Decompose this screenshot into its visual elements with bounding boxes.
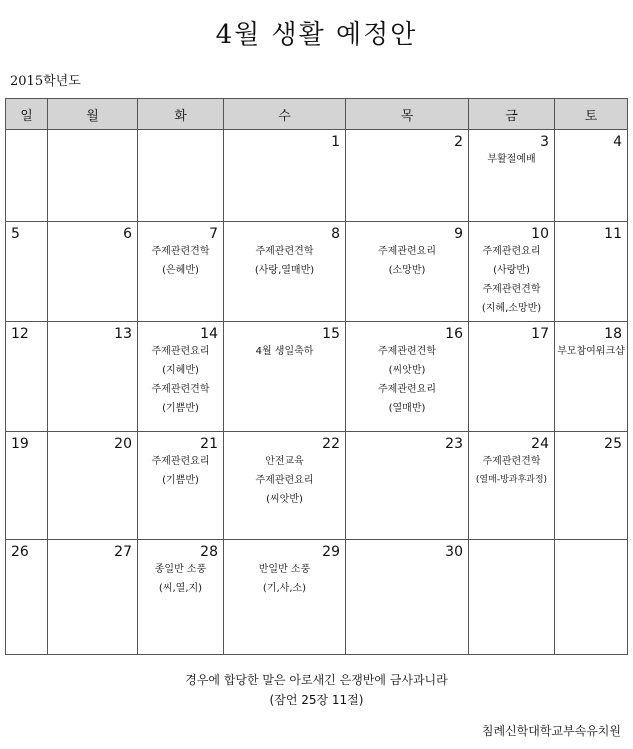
day-number	[138, 130, 223, 150]
day-number: 17	[531, 326, 549, 342]
day-number: 23	[445, 436, 463, 452]
day-cell	[138, 130, 224, 222]
day-number: 16	[445, 326, 463, 342]
day-number: 28	[200, 544, 218, 560]
day-cell	[138, 322, 224, 432]
day-cell	[346, 130, 469, 222]
day-cell	[555, 130, 628, 222]
event-text: 주제관련요리	[151, 456, 210, 467]
day-cell	[138, 432, 224, 540]
day-events	[224, 342, 345, 361]
day-events	[346, 342, 468, 418]
day-cell	[346, 222, 469, 322]
day-number	[469, 540, 554, 560]
event-text: 주제관련요리	[151, 346, 210, 357]
day-cell	[469, 432, 555, 540]
day-cell	[555, 432, 628, 540]
day-cell	[6, 540, 48, 655]
day-cell	[469, 322, 555, 432]
weekday-header-4: 목	[346, 99, 469, 130]
event-text: (소망반)	[388, 265, 426, 276]
day-cell	[555, 222, 628, 322]
day-number: 5	[11, 226, 20, 242]
day-cell	[6, 130, 48, 222]
day-events	[138, 242, 223, 280]
event-text: (사랑,열매반)	[254, 265, 315, 276]
day-number: 12	[11, 326, 29, 342]
day-cell	[138, 540, 224, 655]
day-events	[224, 560, 345, 598]
day-number: 24	[531, 436, 549, 452]
day-cell	[48, 130, 138, 222]
day-number: 21	[200, 436, 218, 452]
calendar-body	[6, 130, 628, 655]
event-text: (열매-방과후과정)	[475, 475, 548, 485]
day-number: 13	[114, 326, 132, 342]
event-text: (은혜반)	[162, 265, 199, 276]
day-number: 2	[454, 134, 463, 150]
day-cell	[346, 540, 469, 655]
weekday-header-5: 금	[469, 99, 555, 130]
day-number: 8	[331, 226, 340, 242]
day-cell	[48, 222, 138, 322]
weekday-header-2: 화	[138, 99, 224, 130]
event-text: 주제관련요리	[255, 475, 314, 486]
day-cell	[48, 540, 138, 655]
event-text: (기,사,소)	[262, 583, 307, 594]
week-row	[6, 222, 628, 322]
day-cell	[6, 222, 48, 322]
event-text: (사랑반)	[493, 265, 530, 276]
weekday-header-0: 일	[6, 99, 48, 130]
day-cell	[224, 540, 346, 655]
day-cell	[346, 322, 469, 432]
day-number	[6, 130, 47, 150]
weekday-header-row	[6, 99, 628, 130]
week-row	[6, 130, 628, 222]
event-text: 반일반 소풍	[258, 564, 311, 575]
verse-reference: (잠언 25장 11절)	[269, 693, 364, 707]
day-number: 22	[322, 436, 340, 452]
event-text: (기쁨반)	[162, 403, 199, 414]
day-events	[224, 242, 345, 280]
day-events	[469, 452, 554, 490]
bible-verse: 경우에 합당한 말은 아로새긴 은쟁반에 금사과니라	[185, 673, 448, 687]
day-number: 26	[11, 544, 29, 560]
day-cell	[224, 130, 346, 222]
footer-verse-block	[0, 670, 633, 710]
event-text: 주제관련견학	[255, 246, 314, 257]
day-cell	[138, 222, 224, 322]
day-number: 29	[322, 544, 340, 560]
day-number	[555, 540, 627, 560]
event-text: 주제관련요리	[482, 246, 541, 257]
day-events	[346, 242, 468, 280]
day-cell	[48, 432, 138, 540]
day-cell	[6, 322, 48, 432]
event-text: (씨앗반)	[266, 494, 303, 505]
event-text: (씨앗반)	[388, 365, 426, 376]
day-number: 4	[613, 134, 622, 150]
day-number: 3	[540, 134, 549, 150]
day-number: 15	[322, 326, 340, 342]
week-row	[6, 322, 628, 432]
day-cell	[224, 322, 346, 432]
event-text: 부모참여워크샵	[557, 346, 625, 357]
day-cell	[469, 540, 555, 655]
event-text: 주제관련견학	[482, 284, 541, 295]
day-number: 25	[604, 436, 622, 452]
event-text: (기쁨반)	[162, 475, 199, 486]
day-cell	[555, 322, 628, 432]
day-number: 7	[209, 226, 218, 242]
school-year: 2015학년도	[10, 74, 81, 89]
day-cell	[48, 322, 138, 432]
day-number: 19	[11, 436, 29, 452]
day-events	[224, 452, 345, 509]
day-number	[48, 130, 137, 150]
event-text: 주제관련요리	[378, 384, 436, 395]
day-cell	[224, 432, 346, 540]
day-number: 11	[604, 226, 622, 242]
event-text: (열매반)	[388, 403, 426, 414]
day-cell	[6, 432, 48, 540]
day-events	[138, 560, 223, 598]
calendar-table	[5, 98, 628, 655]
day-number: 1	[331, 134, 340, 150]
event-text: 부활절예배	[487, 154, 536, 165]
event-text: 4월 생일축하	[255, 346, 314, 357]
day-number: 9	[454, 226, 463, 242]
event-text: 주제관련견학	[151, 246, 210, 257]
day-cell	[469, 222, 555, 322]
day-cell	[346, 432, 469, 540]
event-text: 주제관련견학	[151, 384, 210, 395]
day-number: 18	[604, 326, 622, 342]
weekday-header-1: 월	[48, 99, 138, 130]
day-cell	[555, 540, 628, 655]
day-events	[469, 242, 554, 318]
day-number: 27	[114, 544, 132, 560]
event-text: (씨,열,지)	[158, 583, 203, 594]
page-title: 4월 생활 예정안	[215, 20, 418, 50]
school-name: 침례신학대학교부속유치원	[481, 724, 621, 738]
event-text: 안전교육	[265, 456, 304, 467]
day-number: 10	[531, 226, 549, 242]
event-text: 종일반 소풍	[154, 564, 207, 575]
day-events	[138, 452, 223, 490]
day-number: 6	[123, 226, 132, 242]
week-row	[6, 540, 628, 655]
day-number: 20	[114, 436, 132, 452]
day-cell	[224, 222, 346, 322]
day-cell	[469, 130, 555, 222]
event-text: 주제관련요리	[378, 246, 436, 257]
day-number: 30	[445, 544, 463, 560]
event-text: 주제관련견학	[482, 456, 541, 467]
day-events	[555, 342, 627, 361]
day-events	[138, 342, 223, 418]
week-row	[6, 432, 628, 540]
day-number: 14	[200, 326, 218, 342]
weekday-header-3: 수	[224, 99, 346, 130]
weekday-header-6: 토	[555, 99, 628, 130]
day-events	[469, 150, 554, 169]
event-text: (지혜반)	[162, 365, 199, 376]
event-text: 주제관련견학	[378, 346, 436, 357]
event-text: (지혜,소망반)	[481, 303, 542, 314]
